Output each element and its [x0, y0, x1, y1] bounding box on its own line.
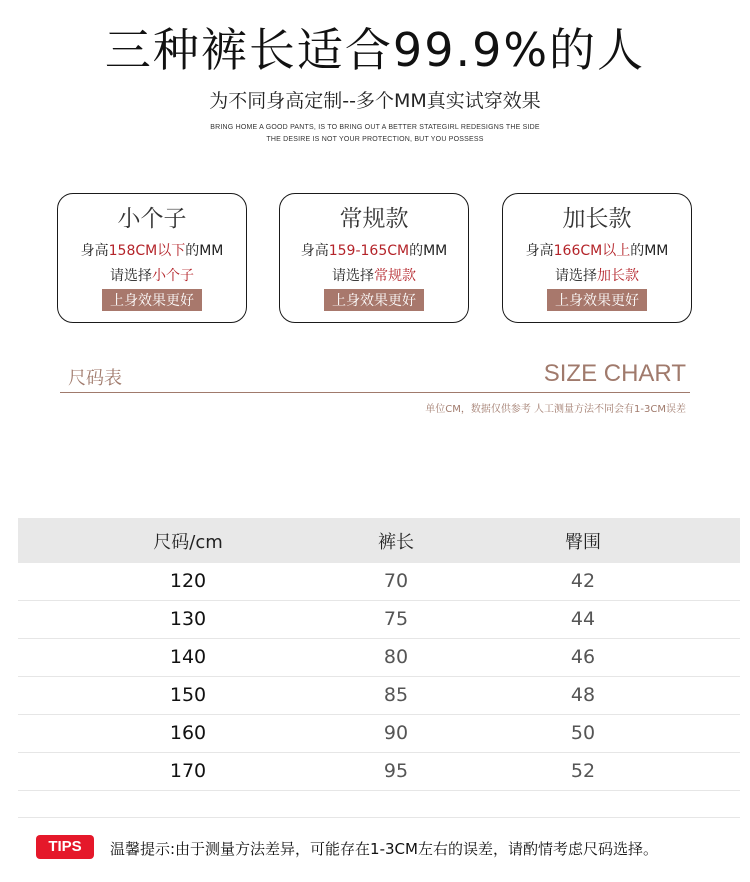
- card-height: 身高166CM以上的MM: [525, 243, 669, 259]
- card-petite: [57, 193, 247, 323]
- english-tagline-2: THE DESIRE IS NOT YOUR PROTECTION, BUT YOU POSSESS: [266, 136, 484, 143]
- size-table: [18, 518, 740, 791]
- card-long: [502, 193, 692, 323]
- card-title: 加长款: [562, 206, 632, 232]
- cell-size: 140: [169, 646, 207, 668]
- tips-badge: TIPS: [36, 835, 94, 859]
- cell-hip: 48: [570, 684, 596, 706]
- table-row: [18, 563, 740, 601]
- size-chart-note: 单位CM，数据仅供参考 人工测量方法不同会有1-3CM误差: [425, 404, 686, 415]
- table-row: [18, 715, 740, 753]
- card-title: 常规款: [339, 206, 409, 232]
- cell-size: 160: [169, 722, 207, 744]
- card-badge: 上身效果更好: [547, 289, 647, 311]
- table-row: [18, 601, 740, 639]
- header-length: 裤长: [378, 532, 414, 553]
- cell-size: 120: [169, 570, 207, 592]
- card-title: 小个子: [117, 206, 187, 232]
- tips-text: 温馨提示:由于测量方法差异，可能存在1-3CM左右的误差，请酌情考虑尺码选择。: [110, 840, 658, 858]
- page-title: 三种裤长适合99.9%的人: [104, 23, 646, 77]
- cell-length: 70: [383, 570, 409, 592]
- cell-size: 170: [169, 760, 207, 782]
- cell-length: 90: [383, 722, 409, 744]
- cell-hip: 50: [570, 722, 596, 744]
- page-subtitle: 为不同身高定制--多个MM真实试穿效果: [209, 90, 541, 112]
- card-choose: 请选择小个子: [110, 268, 194, 284]
- card-regular: [279, 193, 469, 323]
- cell-hip: 44: [570, 608, 596, 630]
- cell-hip: 42: [570, 570, 596, 592]
- cell-size: 130: [169, 608, 207, 630]
- cell-length: 95: [383, 760, 409, 782]
- tips-divider: [18, 817, 740, 818]
- cell-length: 80: [383, 646, 409, 668]
- table-row: [18, 677, 740, 715]
- size-chart-title-cn: 尺码表: [68, 368, 122, 389]
- english-tagline-1: BRING HOME A GOOD PANTS, IS TO BRING OUT A BETTER STATEGIRL REDESIGNS THE SIDE: [210, 124, 540, 131]
- card-choose: 请选择常规款: [332, 268, 416, 284]
- cell-length: 75: [383, 608, 409, 630]
- card-badge: 上身效果更好: [102, 289, 202, 311]
- cell-hip: 46: [570, 646, 596, 668]
- size-chart-divider: [60, 392, 690, 393]
- table-row: [18, 753, 740, 791]
- header-hip: 臀围: [565, 532, 601, 553]
- header-size: 尺码/cm: [153, 532, 223, 553]
- card-badge: 上身效果更好: [324, 289, 424, 311]
- card-height: 身高159-165CM的MM: [300, 243, 448, 259]
- cell-length: 85: [383, 684, 409, 706]
- table-row: [18, 639, 740, 677]
- size-chart-title-en: SIZE CHART: [543, 360, 686, 387]
- cell-hip: 52: [570, 760, 596, 782]
- card-choose: 请选择加长款: [555, 268, 639, 284]
- card-height: 身高158CM以下的MM: [80, 243, 224, 259]
- cell-size: 150: [169, 684, 207, 706]
- table-header: [18, 518, 740, 563]
